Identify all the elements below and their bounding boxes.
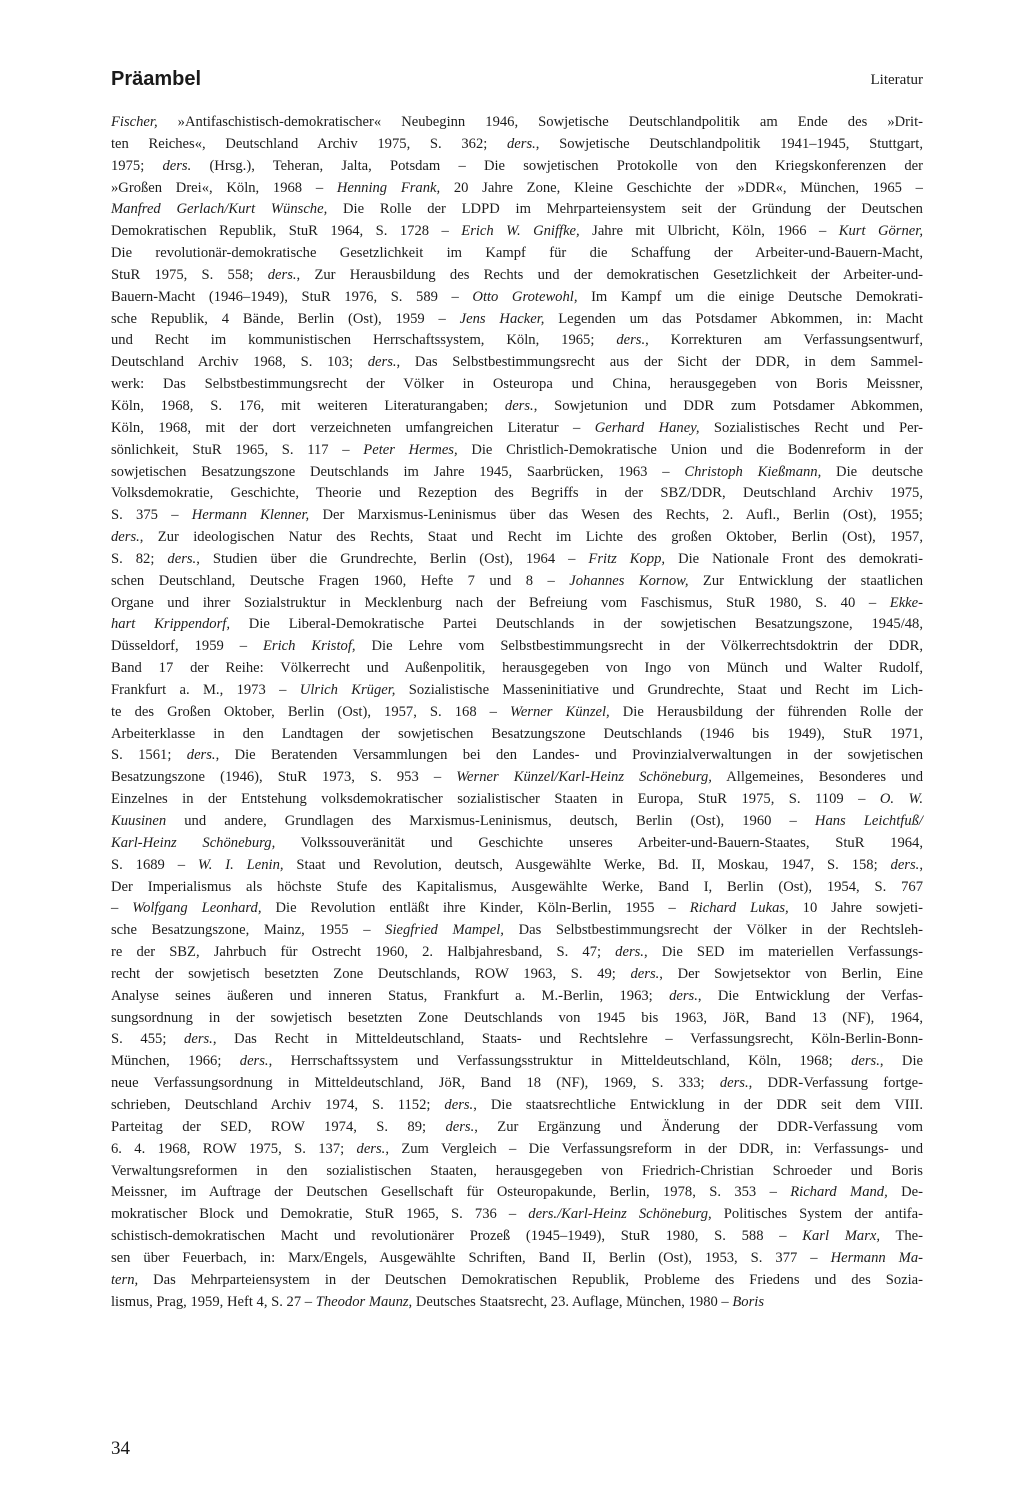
author-name: Hermann Ma-	[830, 1249, 923, 1266]
author-name: Ulrich Krüger,	[299, 681, 396, 698]
author-name: ders.	[239, 1053, 269, 1070]
text-run: , Zum Vergleich – Die Verfassungsreform in der DDR, in: Verfassungs- und	[385, 1140, 923, 1157]
text-line	[111, 789, 923, 811]
text-run: , Studien über die Grundrechte, Berlin (Ost), 1964 –	[196, 550, 589, 567]
text-line	[111, 920, 923, 942]
text-run: ten Reiches«, Deutschland Archiv 1975, S. 362;	[111, 135, 507, 152]
author-name: ders.	[851, 1053, 880, 1070]
text-run: , DDR-Verfassung fortge-	[748, 1075, 923, 1092]
text-line	[111, 440, 923, 462]
text-line	[111, 942, 923, 964]
text-run: , Zur ideologischen Natur des Rechts, Staat und Recht im Lichte des großen Oktober, Berlin (Ost), 1957,	[139, 529, 923, 546]
text-run: Sozialistisches Recht und Per-	[699, 419, 923, 436]
text-line	[111, 287, 923, 309]
author-name: Richard Lukas,	[689, 900, 789, 917]
text-line	[111, 724, 923, 746]
text-run: , Sowjetunion und DDR zum Potsdamer Abkommen,	[533, 397, 924, 414]
text-run: Die Lehre vom Selbstbestimmungsrecht in der Völkerrechtsdoktrin der DDR,	[355, 638, 924, 655]
text-line	[111, 396, 923, 418]
text-run: Im Kampf um die einige Deutsche Demokrati-	[577, 288, 924, 305]
text-run: sche Besatzungszone, Mainz, 1955 –	[111, 922, 386, 939]
text-run: Die Liberal-Demokratische Partei Deutschlands in der sowjetischen Besatzungszone, 1945/48,	[229, 616, 923, 633]
text-line	[111, 614, 923, 636]
author-name: Erich Kristof,	[262, 638, 356, 655]
text-run: Zur Entwicklung der staatlichen	[688, 572, 923, 589]
author-name: Wolfgang Leonhard,	[132, 900, 262, 917]
text-line	[111, 1248, 923, 1270]
text-line	[111, 855, 923, 877]
text-run: sönlichkeit, StuR 1965, S. 117 –	[111, 441, 364, 458]
author-name: Erich W. Gniffke,	[461, 223, 580, 240]
text-run: sungsordnung in der sowjetisch besetzten Zone Deutschlands von 1945 bis 1963, JöR, Band 13 (NF), 1964,	[111, 1009, 923, 1026]
text-run: Deutschland Archiv 1968, S. 103;	[111, 354, 368, 371]
text-run: sowjetischen Besatzungszone Deutschlands im Jahre 1945, Saarbrücken, 1963 –	[111, 463, 685, 480]
text-run: Allgemeines, Besonderes und	[711, 769, 923, 786]
text-line	[111, 986, 923, 1008]
author-name: ders.	[504, 397, 534, 414]
text-run: Die Rolle der LDPD im Mehrparteiensystem seit der Gründung der Deutschen	[327, 201, 923, 218]
text-run: und Recht im kommunistischen Herrschaftssystem, Köln, 1965;	[111, 332, 617, 349]
page-header	[111, 68, 923, 104]
text-line	[111, 811, 923, 833]
author-name: W. I. Lenin,	[197, 856, 284, 873]
text-line	[111, 1073, 923, 1095]
text-run: München, 1966;	[111, 1053, 240, 1070]
text-line	[111, 309, 923, 331]
text-run: Analyse seines äußeren und inneren Status, Frankfurt a. M.-Berlin, 1963;	[111, 987, 670, 1004]
author-name: ders.	[615, 944, 644, 961]
text-line	[111, 964, 923, 986]
text-line	[111, 418, 923, 440]
text-line	[111, 178, 923, 200]
text-run: Bauern-Macht (1946–1949), StuR 1976, S. 589 –	[111, 288, 473, 305]
text-run: , Zur Herausbildung des Rechts und der demokratischen Gesetzlichkeit der Arbeiter-und-	[296, 266, 923, 283]
text-line	[111, 833, 923, 855]
author-name: Karl-Heinz Schöneburg,	[111, 834, 276, 851]
text-run: Besatzungszone (1946), StuR 1973, S. 953 –	[111, 769, 457, 786]
text-run: , Der Sowjetsektor von Berlin, Eine	[659, 965, 924, 982]
section-title: Präambel	[111, 68, 202, 90]
text-run: Staat und Revolution, deutsch, Ausgewählte Werke, Bd. II, Moskau, 1947, S. 158;	[283, 856, 891, 873]
author-name: ders.	[719, 1075, 749, 1092]
text-run: Deutsches Staatsrecht, 23. Auflage, München, 1980 –	[412, 1293, 733, 1310]
text-line	[111, 1139, 923, 1161]
author-name: Otto Grotewohl,	[472, 288, 578, 305]
author-name: Kuusinen	[111, 813, 167, 829]
text-line	[111, 680, 923, 702]
text-line	[111, 1161, 923, 1183]
text-run: Band 17 der Reihe: Völkerrecht und Außenpolitik, herausgegeben von Ingo von Münch und Walter Rudolf,	[111, 660, 923, 677]
text-run: The-	[880, 1228, 924, 1245]
author-name: ders.	[506, 135, 536, 152]
text-line	[111, 1029, 923, 1051]
text-run: Sozialistische Masseninitiative und Grundrechte, Staat und Recht im Lich-	[395, 681, 923, 698]
author-name: Gerhard Haney,	[594, 419, 700, 436]
text-line	[111, 571, 923, 593]
text-run: Volksdemokratie, Geschichte, Theorie und Rezeption des Begriffs in der SBZ/DDR, Deutschland Archiv 1975,	[111, 485, 923, 502]
text-run: lismus, Prag, 1959, Heft 4, S. 27 –	[111, 1293, 316, 1310]
author-name: ders.	[445, 1118, 475, 1135]
text-run: Legenden um das Potsdamer Abkommen, in: Macht	[544, 310, 923, 327]
author-name: ders.	[167, 550, 197, 567]
text-run: Köln, 1968, mit der dort verzeichneten umfangreichen Literatur –	[111, 419, 595, 436]
text-run: ,	[919, 856, 923, 873]
text-run: (Hrsg.), Teheran, Jalta, Potsdam – Die sowjetischen Protokolle von den Kriegskonferenzen der	[191, 157, 924, 174]
text-line	[111, 505, 923, 527]
author-name: Hermann Klenner,	[191, 507, 310, 524]
text-run: Der Marxismus-Leninismus über das Wesen des Rechts, 2. Aufl., Berlin (Ost), 1955;	[309, 507, 923, 524]
text-line	[111, 745, 923, 767]
text-run: 20 Jahre Zone, Kleine Geschichte der »DDR«, München, 1965 –	[440, 179, 923, 196]
text-run: Die revolutionär-demokratische Gesetzlichkeit im Kampf für die Schaffung der Arbeiter-und-Bauern-Macht,	[111, 245, 923, 262]
author-name: Karl Marx,	[802, 1228, 881, 1245]
text-line	[111, 767, 923, 789]
text-run: Jahre mit Ulbricht, Köln, 1966 –	[579, 223, 839, 240]
text-run: »Großen Drei«, Köln, 1968 –	[111, 179, 337, 196]
author-name: Hans Leichtfuß/	[814, 813, 923, 829]
text-run: , Sowjetische Deutschlandpolitik 1941–1945, Stuttgart,	[535, 135, 923, 152]
text-run: Die Herausbildung der führenden Rolle der	[609, 703, 924, 720]
text-line	[111, 199, 923, 221]
text-line	[111, 1008, 923, 1030]
text-line	[111, 549, 923, 571]
text-run: Politisches System der antifa-	[711, 1206, 923, 1223]
author-name: Theodor Maunz,	[315, 1293, 413, 1310]
text-run: –	[111, 900, 133, 917]
text-line	[111, 877, 923, 899]
author-name: Ekke-	[889, 594, 923, 611]
text-run: S. 1689 –	[111, 856, 198, 873]
author-name: ders.	[890, 856, 920, 873]
author-name: tern,	[111, 1271, 139, 1288]
author-name: Christoph Kießmann,	[684, 463, 822, 480]
text-run: , Die Beratenden Versammlungen bei den Landes- und Provinzialverwaltungen in der sowjetischen	[215, 747, 923, 764]
text-run: Einzelnes in der Entstehung volksdemokratischer sozialistischer Staaten in Europa, StuR 1975, S. 1109 –	[111, 791, 880, 808]
text-run: S. 455;	[111, 1031, 185, 1048]
text-run: neue Verfassungsordnung in Mitteldeutschland, JöR, Band 18 (NF), 1969, S. 333;	[111, 1075, 720, 1092]
text-line	[111, 221, 923, 243]
text-run: sche Republik, 4 Bände, Berlin (Ost), 1959 –	[111, 310, 460, 327]
text-run: Organe und ihrer Sozialstruktur in Mecklenburg nach der Befreiung vom Faschismus, StuR 1980, S. 40 –	[111, 594, 890, 611]
text-run: S. 1561;	[111, 747, 187, 764]
text-line	[111, 243, 923, 265]
running-head: Literatur	[870, 72, 923, 88]
text-line	[111, 352, 923, 374]
text-line	[111, 702, 923, 724]
text-run: De-	[887, 1184, 923, 1201]
text-run: Volkssouveränität und Geschichte unseres Arbeiter-und-Bauern-Staates, StuR 1964,	[275, 834, 923, 851]
text-run: Das Selbstbestimmungsrecht der Völker in der Rechtsleh-	[503, 922, 923, 939]
text-run: Die Revolution entläßt ihre Kinder, Köln-Berlin, 1955 –	[261, 900, 690, 917]
text-run: , Die Entwicklung der Verfas-	[697, 987, 923, 1004]
author-name: ders./Karl-Heinz Schöneburg,	[528, 1206, 712, 1223]
author-name: O. W.	[879, 791, 923, 808]
text-line	[111, 462, 923, 484]
text-run: Meissner, im Auftrage der Deutschen Gesellschaft für Osteuropakunde, Berlin, 1978, S. 353 –	[111, 1184, 791, 1201]
text-run: Demokratischen Republik, StuR 1964, S. 1728 –	[111, 223, 462, 240]
author-name: Kurt Görner,	[838, 223, 923, 240]
text-line	[111, 156, 923, 178]
text-run: , Das Selbstbestimmungsrecht aus der Sicht der DDR, in dem Sammel-	[396, 354, 923, 371]
text-line	[111, 1226, 923, 1248]
text-run: te des Großen Oktober, Berlin (Ost), 1957, S. 168 –	[111, 703, 511, 720]
text-line	[111, 1270, 923, 1292]
text-run: , Die SED im materiellen Verfassungs-	[643, 944, 923, 961]
author-name: Jens Hacker,	[459, 310, 545, 327]
text-run: Die deutsche	[821, 463, 923, 480]
author-name: Johannes Kornow,	[569, 572, 689, 589]
text-run: Frankfurt a. M., 1973 –	[111, 681, 300, 698]
author-name: ders.	[111, 529, 140, 546]
text-run: sen über Feuerbach, in: Marx/Engels, Ausgewählte Schriften, Band II, Berlin (Ost), 1953, S. 377 –	[111, 1249, 831, 1266]
text-run: re der SBZ, Jahrbuch für Ostrecht 1960, 2. Halbjahresband, S. 47;	[111, 944, 616, 961]
text-run: , Das Recht in Mitteldeutschland, Staats- und Rechtslehre – Verfassungsrecht, Köln-Berlin-Bonn-	[212, 1031, 923, 1048]
author-name: Werner Künzel/Karl-Heinz Schöneburg,	[456, 769, 712, 786]
text-run: schistisch-demokratischen Macht und revolutionärer Prozeß (1945–1949), StuR 1980, S. 588 –	[111, 1228, 803, 1245]
author-name: Henning Frank,	[336, 179, 441, 196]
text-line	[111, 658, 923, 680]
text-run: , Herrschaftssystem und Verfassungsstruktur in Mitteldeutschland, Köln, 1968;	[268, 1053, 852, 1070]
text-line	[111, 1182, 923, 1204]
text-run: 1975;	[111, 157, 163, 174]
text-run: S. 82;	[111, 550, 168, 567]
text-run: , Die staatsrechtliche Entwicklung in der DDR seit dem VIII.	[473, 1096, 923, 1113]
text-line	[111, 330, 923, 352]
author-name: ders.	[669, 987, 698, 1004]
text-run: StuR 1975, S. 558;	[111, 266, 268, 283]
text-line	[111, 898, 923, 920]
text-run: werk: Das Selbstbestimmungsrecht der Völker in Osteuropa und China, herausgegeben von Boris Meissner,	[111, 376, 923, 393]
text-run: 10 Jahre sowjeti-	[788, 900, 923, 917]
author-name: Werner Künzel,	[510, 703, 610, 720]
text-run: mokratischer Block und Demokratie, StuR 1965, S. 736 –	[111, 1206, 529, 1223]
text-line	[111, 112, 923, 134]
author-name: hart Krippendorf,	[111, 616, 230, 633]
text-run: recht der sowjetisch besetzten Zone Deutschlands, ROW 1963, S. 49;	[111, 965, 631, 982]
text-run: 6. 4. 1968, ROW 1975, S. 137;	[111, 1140, 357, 1157]
author-name: Peter Hermes,	[363, 441, 458, 458]
text-run: schen Deutschland, Deutsche Fragen 1960, Hefte 7 und 8 –	[111, 572, 570, 589]
text-run: Köln, 1968, S. 176, mit weiteren Literaturangaben;	[111, 397, 505, 414]
text-line	[111, 483, 923, 505]
author-name: Siegfried Mampel,	[385, 922, 504, 939]
text-run: , Die	[879, 1053, 923, 1070]
text-run: Die Nationale Front des demokrati-	[665, 550, 923, 567]
text-run: Das Mehrparteiensystem in der Deutschen Demokratischen Republik, Probleme des Friedens und des Sozia-	[138, 1271, 923, 1288]
text-line	[111, 134, 923, 156]
text-run: »Antifaschistisch-demokratischer« Neubeginn 1946, Sowjetische Deutschlandpolitik am Ende des »Drit-	[157, 114, 923, 130]
text-line	[111, 265, 923, 287]
text-line	[111, 527, 923, 549]
text-run: , Zur Ergänzung und Änderung der DDR-Verfassung vom	[474, 1118, 923, 1135]
text-line	[111, 1117, 923, 1139]
bibliography-text	[111, 112, 923, 1313]
text-run: Verwaltungsreformen in den sozialistischen Staaten, herausgegeben von Friedrich-Christian Schroeder und Boris	[111, 1162, 923, 1179]
text-run: und andere, Grundlagen des Marxismus-Leninismus, deutsch, Berlin (Ost), 1960 –	[166, 813, 815, 829]
author-name: ders.	[367, 354, 397, 371]
author-name: ders.	[444, 1096, 474, 1113]
text-run: Düsseldorf, 1959 –	[111, 638, 263, 655]
author-name: ders.	[267, 266, 297, 283]
text-run: Der Imperialismus als höchste Stufe des Kapitalismus, Ausgewählte Werke, Band I, Berlin (Ost), 1954, S. 767	[111, 878, 923, 895]
text-line	[111, 593, 923, 615]
text-line	[111, 1292, 923, 1314]
text-line	[111, 636, 923, 658]
text-line	[111, 1095, 923, 1117]
author-name: ders.	[186, 747, 216, 764]
text-line	[111, 374, 923, 396]
text-run: Parteitag der SED, ROW 1974, S. 89;	[111, 1118, 446, 1135]
text-run: , Korrekturen am Verfassungsentwurf,	[645, 332, 923, 349]
author-name: Fischer,	[111, 114, 158, 130]
text-run: Die Christlich-Demokratische Union und die Bodenreform in der	[457, 441, 923, 458]
author-name: ders.	[162, 157, 192, 174]
text-run: schrieben, Deutschland Archiv 1974, S. 1152;	[111, 1096, 445, 1113]
author-name: Richard Mand,	[790, 1184, 888, 1201]
text-line	[111, 1204, 923, 1226]
page-number: 34	[111, 1438, 130, 1459]
author-name: ders.	[616, 332, 646, 349]
author-name: ders.	[356, 1140, 386, 1157]
text-run: Arbeiterklasse in den Landtagen der sowjetischen Besatzungszone Deutschlands (1946 bis 1949), StuR 1971,	[111, 725, 923, 742]
author-name: ders.	[184, 1031, 213, 1048]
text-line	[111, 1051, 923, 1073]
text-run: S. 375 –	[111, 507, 192, 524]
author-name: ders.	[630, 965, 660, 982]
author-name: Fritz Kopp,	[588, 550, 666, 567]
author-name: Manfred Gerlach/Kurt Wünsche,	[111, 201, 328, 218]
author-name: Boris	[732, 1293, 765, 1310]
